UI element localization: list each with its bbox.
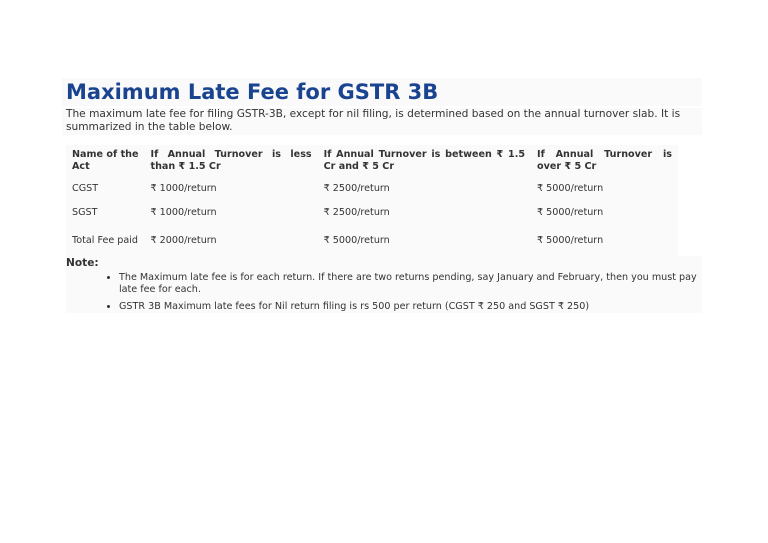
late-fee-table [66,145,678,256]
table-cell: ₹ 5000/return [323,234,390,246]
table-cell: ₹ 2500/return [323,182,390,194]
table-cell: ₹ 5000/return [537,206,604,218]
table-row [66,176,678,200]
table-cell-act: SGST [72,206,98,218]
list-item: • GSTR 3B Maximum late fees for Nil return filing is rs 500 per return (CGST ₹ 250 and SGST ₹ 250) [119,301,702,313]
header-turnover-over-5-cr: If Annual Turnover is over ₹ 5 Cr [537,149,672,172]
header-turnover-1-5-to-5-cr: If Annual Turnover is between ₹ 1.5 Cr and ₹ 5 Cr [323,149,526,172]
table-cell: ₹ 1000/return [150,182,217,194]
article-content [62,78,702,318]
table-cell: ₹ 5000/return [537,182,604,194]
table-cell: ₹ 2000/return [150,234,217,246]
table-cell: ₹ 1000/return [150,206,217,218]
table-row [66,200,678,224]
page-title: Maximum Late Fee for GSTR 3B [62,78,702,106]
table-cell: ₹ 5000/return [537,234,604,246]
notes-section [66,256,702,313]
note-label: Note: [66,257,99,269]
header-turnover-under-1-5-cr: If Annual Turnover is less than ₹ 1.5 Cr [150,149,312,172]
table-cell-act: CGST [72,182,99,194]
notes-list [66,272,702,313]
header-act-name: Name of the Act [72,149,139,172]
table-header-row [66,145,678,176]
table-cell: ₹ 2500/return [323,206,390,218]
table-row [66,224,678,256]
intro-paragraph: The maximum late fee for filing GSTR-3B, except for nil filing, is determined based on the annual turnover slab. It is summarized in the table below. [62,108,702,135]
list-item: • The Maximum late fee is for each return. If there are two returns pending, say January and February, then you must pay late fee for each. [119,272,702,296]
table-cell-act: Total Fee paid [72,234,139,246]
